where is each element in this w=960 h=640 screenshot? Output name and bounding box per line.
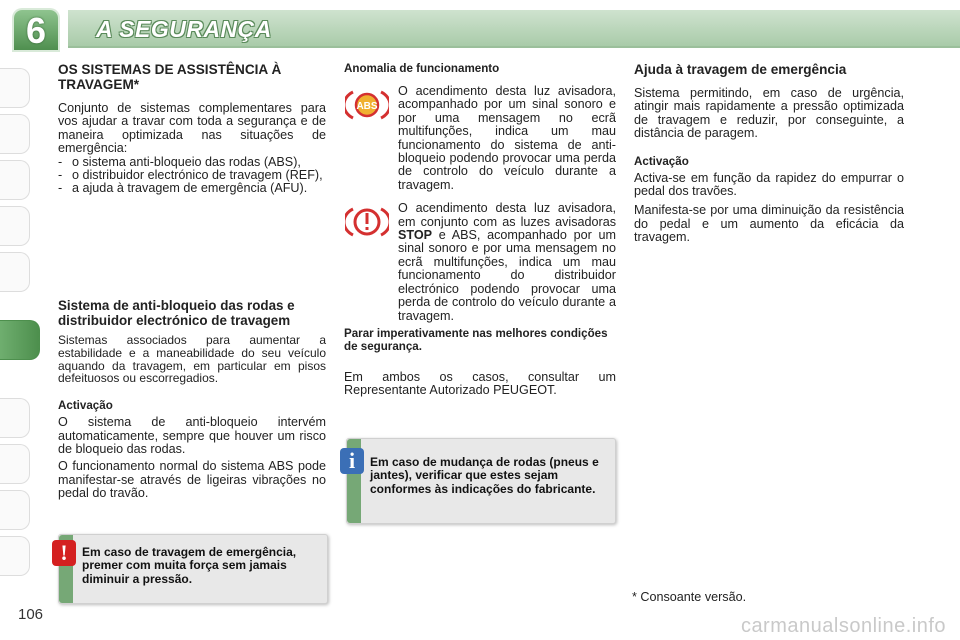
info-icon: i [340,448,364,474]
must-stop-instruction: Parar imperativamente nas melhores condições de segurança. [344,326,608,353]
thumb-tab-5[interactable] [0,252,30,292]
column-malfunction [344,62,616,398]
activation-heading: Activação [634,154,689,168]
thumb-tab-4[interactable] [0,206,30,246]
list-item: - o distribuidor electrónico de travagem (REF), [58,168,323,183]
abs-warning-text: O acendimento desta luz avisadora, acompanhado por um sinal sonoro e por uma mensagem no ecrã multifunções, indica um mau funcionamento do sistema de anti-bloqueio podendo provocar uma perda de controlo do veículo durante a travagem. [398,84,616,192]
page-number: 106 [18,606,44,623]
info-note-text: Em caso de mudança de rodas (pneus e jantes), verificar que estes sejam conformes às indicações do fabricante. [370,455,599,496]
stop-word: STOP [398,228,433,243]
thumb-tab-1[interactable] [0,68,30,108]
activation-paragraph-1: O sistema de anti-bloqueio intervém automaticamente, sempre que houver um risco de bloqueio das rodas. [58,415,326,456]
thumb-tab-6-active[interactable] [0,320,40,360]
list-item: - a ajuda à travagem de emergência (AFU). [58,181,308,196]
activation-heading: Activação [58,399,113,413]
thumb-tab-10[interactable] [0,536,30,576]
activation-paragraph-2: O funcionamento normal do sistema ABS pode manifestar-se através de ligeiras vibrações no pedal do travão. [58,459,326,501]
thumb-tab-7[interactable] [0,398,30,438]
abs-warning-light-icon [344,85,390,125]
watermark: carmanualsonline.info [740,615,946,637]
list-item: - o sistema anti-bloqueio das rodas (ABS), [58,154,301,169]
emergency-intro-paragraph: Sistema permitindo, em caso de urgência, atingir mais rapidamente a pressão optimizada de travagem e reduzir, por conseguinte, a distância de paragem. [634,86,904,141]
thumb-tab-3[interactable] [0,160,30,200]
abs-light-label: ABS [356,101,378,112]
warning-note-text: Em caso de travagem de emergência, premer com muita força sem jamais diminuir a pressão. [82,545,297,586]
thumb-tab-2[interactable] [0,114,30,154]
section-title-assistance: OS SISTEMAS DE ASSISTÊNCIA À TRAVAGEM* [58,62,282,92]
thumb-tab-8[interactable] [0,444,30,484]
column-abs-section [58,298,326,501]
intro-paragraph: Conjunto de sistemas complementares para vos ajudar a travar com toda a segurança e de maneira optimizada nas situações de emergência: [58,101,326,156]
warning-exclamation-icon: ! [52,540,76,566]
column-braking-systems [58,62,326,196]
section-title-malfunction: Anomalia de funcionamento [344,62,500,75]
emergency-activation-paragraph-1: Activa-se em função da rapidez do empurrar o pedal dos travões. [634,170,904,199]
abs-warning-block [344,85,616,192]
abs-intro-paragraph: Sistemas associados para aumentar a estabilidade e a maneabilidade do seu veículo aquando da travagem, em particular em pisos defeituosos ou escorregadios. [58,333,326,386]
chapter-number-badge: 6 [14,10,58,50]
consult-dealer-paragraph: Em ambos os casos, consultar um Representante Autorizado PEUGEOT. [344,369,616,398]
stop-warning-text: O acendimento desta luz avisadora, em conjunto com as luzes avisadoras STOP e ABS, acompanhado por um sinal sonoro e por uma mensagem no ecrã multifunções, indica um mau funcionamento do distribuidor electrónico podendo provocar uma perda de controlo do veículo durante a travagem. [398,201,616,323]
section-title-abs: Sistema de anti-bloqueio das rodas e distribuidor electrónico de travagem [58,298,295,328]
brake-warning-light-icon [344,202,390,242]
emergency-activation-paragraph-2: Manifesta-se por uma diminuição da resistência do pedal e um aumento da eficácia da travagem. [634,203,904,245]
thumb-tab-9[interactable] [0,490,30,530]
column-emergency-braking [634,62,904,245]
section-title-emergency-braking: Ajuda à travagem de emergência [634,62,847,77]
footnote: * Consoante versão. [632,590,747,604]
stop-warning-block [344,202,616,323]
systems-list [58,156,326,196]
chapter-title: A SEGURANÇA [96,16,272,42]
